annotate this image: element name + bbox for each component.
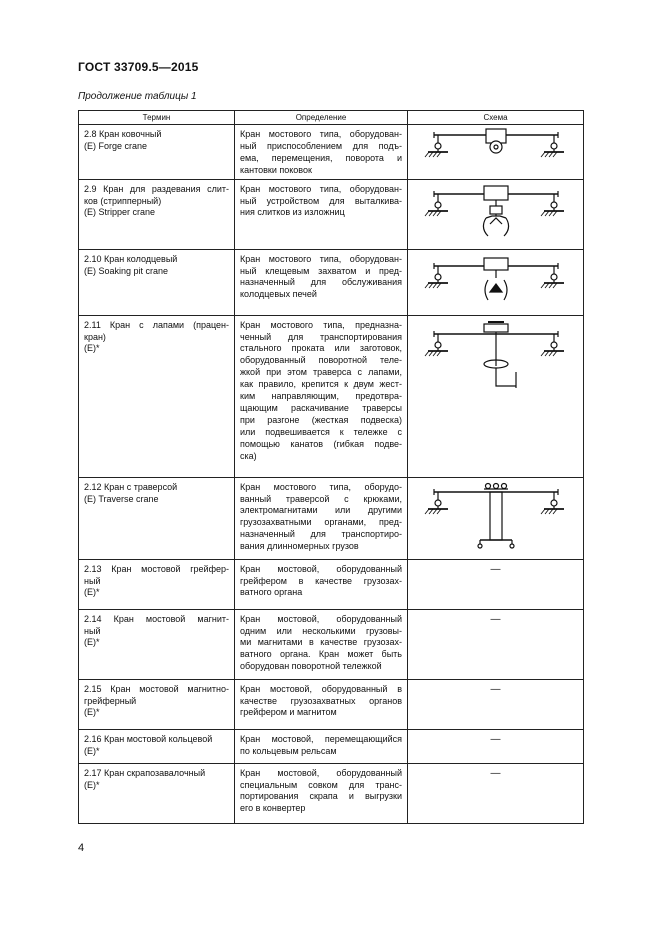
definition-cell xyxy=(235,609,408,679)
term-text-line: (E)* xyxy=(84,779,100,790)
forge-crane-schematic xyxy=(416,125,576,173)
term-text-line: 2.9 Кран для раздевания слит- xyxy=(84,183,229,194)
term-cell xyxy=(79,249,235,315)
scheme-cell xyxy=(408,763,584,823)
soaking-pit-crane-schematic xyxy=(416,250,576,308)
term-text-line: 2.15 Кран мостовой магнитно- xyxy=(84,683,229,694)
no-scheme-dash: — xyxy=(490,563,501,575)
scheme-cell xyxy=(408,729,584,763)
definition-text-line: щающим раскачивание траверсы xyxy=(240,402,402,413)
no-scheme-dash: — xyxy=(490,767,501,779)
table-row xyxy=(79,559,584,609)
definition-text-line: вания длинномерных грузов xyxy=(240,541,359,552)
document-title: ГОСТ 33709.5—2015 xyxy=(78,60,199,74)
definition-text-line: жкой при этом траверса с лапами, xyxy=(240,367,402,378)
term-text-line: ный xyxy=(84,575,101,586)
scheme-cell xyxy=(408,249,584,315)
column-header-term: Термин xyxy=(79,111,235,125)
definition-cell xyxy=(235,763,408,823)
definition-text-line: ким направляющим, предотвра- xyxy=(240,391,402,402)
scheme-cell xyxy=(408,609,584,679)
page-number: 4 xyxy=(78,842,85,854)
column-header-scheme: Схема xyxy=(408,111,584,125)
scheme-cell xyxy=(408,559,584,609)
term-cell xyxy=(79,315,235,477)
definition-text-line: ный клещевым захватом и пред- xyxy=(240,265,402,276)
definition-text-line: или подвешивается к тележке с xyxy=(240,426,402,437)
table-row xyxy=(79,763,584,823)
definition-text-line: как правило, крепится к двум жест- xyxy=(240,379,402,390)
definition-text-line: ватного органа xyxy=(240,587,303,598)
term-text-line: 2.17 Кран скрапозавалочный xyxy=(84,767,206,778)
table-row xyxy=(79,729,584,763)
term-cell xyxy=(79,477,235,559)
term-cell xyxy=(79,179,235,249)
definition-text-line: назначенный для транспортиро- xyxy=(240,529,402,540)
definition-text-line: качестве грузозахватных органов xyxy=(240,695,402,706)
column-header-definition: Определение xyxy=(235,111,408,125)
definition-text-line: грузозахватными органами, пред- xyxy=(240,517,402,528)
definition-cell xyxy=(235,477,408,559)
definition-text-line: портирования скрапа и выгрузки xyxy=(240,791,402,802)
term-text-line: грейферный xyxy=(84,695,137,706)
definition-text-line: при разгоне (жесткая подвеска) xyxy=(240,414,402,425)
definition-text-line: ска) xyxy=(240,450,257,461)
table-row xyxy=(79,125,584,180)
definition-text-line: ема, перемещения, поворота и xyxy=(240,152,402,163)
table-header-row xyxy=(79,111,584,125)
definition-cell xyxy=(235,125,408,180)
term-text-line: 2.13 Кран мостовой грейфер- xyxy=(84,563,229,574)
term-text-line: 2.14 Кран мостовой магнит- xyxy=(84,613,229,624)
table-row xyxy=(79,179,584,249)
term-text-line: кран) xyxy=(84,331,106,342)
definition-text-line: Кран мостовой, перемещающийся xyxy=(240,733,402,744)
definition-text-line: его в конвертер xyxy=(240,803,306,814)
term-text-line: (E) Forge crane xyxy=(84,140,148,151)
definition-text-line: ченный для транспортирования xyxy=(240,331,402,342)
definition-text-line: Кран мостового типа, оборудо- xyxy=(240,481,402,492)
table-continuation-caption: Продолжение таблицы 1 xyxy=(78,91,197,102)
term-cell xyxy=(79,609,235,679)
term-text-line: (E)* xyxy=(84,707,100,718)
scheme-cell xyxy=(408,315,584,477)
term-cell xyxy=(79,729,235,763)
table-row xyxy=(79,477,584,559)
definition-text-line: Кран мостовой, оборудованный в xyxy=(240,683,402,694)
definition-text-line: Кран мостового типа, оборудован- xyxy=(240,253,402,264)
term-text-line: ков (стрипперный) xyxy=(84,195,162,206)
term-text-line: 2.12 Кран с траверсой xyxy=(84,481,178,492)
no-scheme-dash: — xyxy=(490,613,501,625)
definition-cell xyxy=(235,679,408,729)
table-row xyxy=(79,679,584,729)
term-text-line: 2.16 Кран мостовой кольцевой xyxy=(84,733,213,744)
no-scheme-dash: — xyxy=(490,733,501,745)
claw-crane-schematic xyxy=(416,316,576,400)
scheme-cell xyxy=(408,477,584,559)
definition-text-line: ванный траверсой с крюками, xyxy=(240,493,402,504)
term-text-line: ный xyxy=(84,625,101,636)
term-text-line: 2.8 Кран ковочный xyxy=(84,129,162,139)
scheme-cell xyxy=(408,679,584,729)
term-text-line: 2.11 Кран с лапами (працен- xyxy=(84,319,229,330)
definition-text-line: ный устройством для выталкива- xyxy=(240,195,402,206)
definition-text-line: стального проката или заготовок, xyxy=(240,343,402,354)
term-text-line: (E) Stripper crane xyxy=(84,207,156,218)
definition-cell xyxy=(235,315,408,477)
definition-text-line: ния слитков из изложниц xyxy=(240,207,345,218)
scheme-cell xyxy=(408,179,584,249)
table-row xyxy=(79,249,584,315)
definition-text-line: оборудованный поворотной теле- xyxy=(240,355,402,366)
definition-text-line: специальным совком для транс- xyxy=(240,779,402,790)
definition-text-line: Кран мостового типа, оборудован- xyxy=(240,183,402,194)
terms-table xyxy=(78,110,584,824)
definition-text-line: одним или несколькими грузовы- xyxy=(240,625,402,636)
definition-text-line: грейфером и магнитом xyxy=(240,707,337,718)
definition-text-line: кантовки поковок xyxy=(240,164,312,175)
definition-cell xyxy=(235,249,408,315)
term-text-line: (E)* xyxy=(84,587,100,598)
table-row xyxy=(79,609,584,679)
term-cell xyxy=(79,679,235,729)
term-text-line: (E)* xyxy=(84,343,100,354)
definition-cell xyxy=(235,179,408,249)
term-text-line: (E) Soaking pit crane xyxy=(84,265,169,276)
term-cell xyxy=(79,125,235,180)
definition-text-line: Кран мостовой, оборудованный xyxy=(240,613,402,624)
definition-text-line: помощью канатов (гибкая подве- xyxy=(240,438,402,449)
definition-cell xyxy=(235,559,408,609)
term-text-line: (E) Traverse crane xyxy=(84,493,159,504)
definition-text-line: Кран мостового типа, оборудован- xyxy=(240,129,402,139)
definition-text-line: электромагнитами или другими xyxy=(240,505,402,516)
term-text-line: (E)* xyxy=(84,745,100,756)
definition-text-line: ный приспособлением для подъ- xyxy=(240,140,402,151)
definition-text-line: Кран мостового типа, предназна- xyxy=(240,319,402,330)
definition-text-line: оборудован поворотной тележкой xyxy=(240,661,382,672)
traverse-crane-schematic xyxy=(416,478,576,552)
term-text-line: (E)* xyxy=(84,637,100,648)
scheme-cell xyxy=(408,125,584,180)
definition-text-line: назначенный для обслуживания xyxy=(240,277,402,288)
no-scheme-dash: — xyxy=(490,683,501,695)
term-text-line: 2.10 Кран колодцевый xyxy=(84,253,178,264)
definition-text-line: грейфером в качестве грузозах- xyxy=(240,575,402,586)
definition-text-line: Кран мостовой, оборудованный xyxy=(240,563,402,574)
table-row xyxy=(79,315,584,477)
definition-text-line: колодцевых печей xyxy=(240,289,317,300)
definition-text-line: Кран мостовой, оборудованный xyxy=(240,767,402,778)
term-cell xyxy=(79,763,235,823)
definition-text-line: ватного органа. Кран может быть xyxy=(240,649,402,660)
definition-text-line: по кольцевым рельсам xyxy=(240,745,337,756)
term-cell xyxy=(79,559,235,609)
definition-text-line: ми магнитами в качестве грузозах- xyxy=(240,637,402,648)
stripper-crane-schematic xyxy=(416,180,576,244)
definition-cell xyxy=(235,729,408,763)
